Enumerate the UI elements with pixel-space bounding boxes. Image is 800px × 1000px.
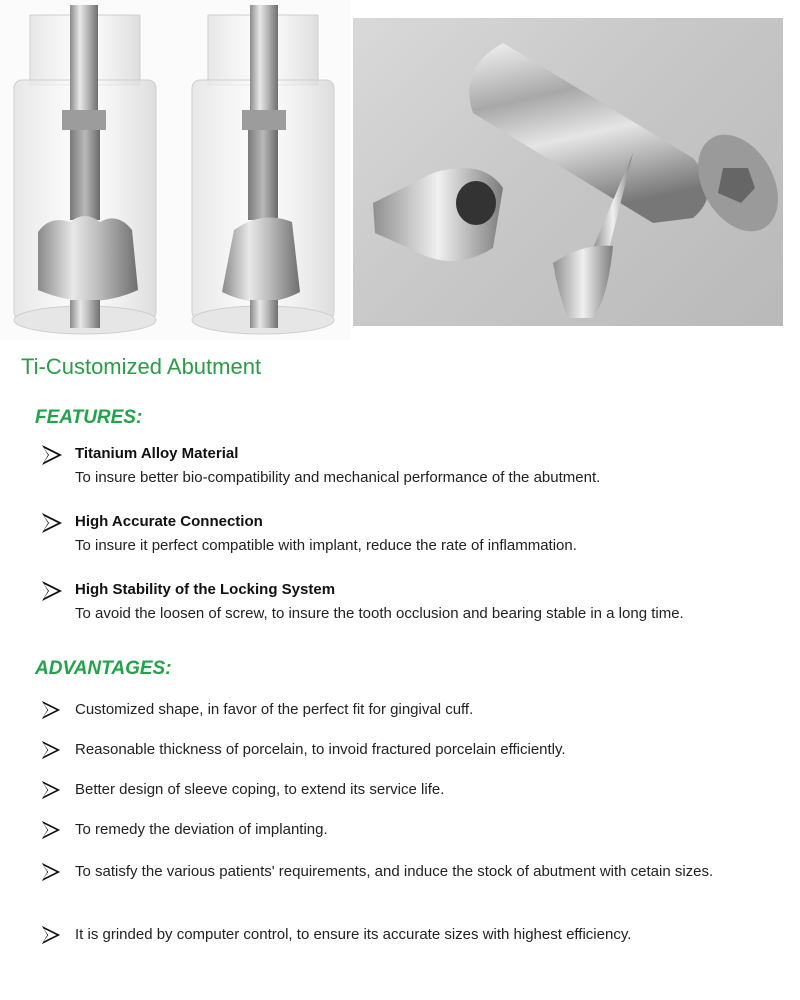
advantage-text: Reasonable thickness of porcelain, to invoid fractured porcelain efficiently. [75,741,566,758]
feature-title: High Accurate Connection [75,513,263,530]
arrow-bullet-icon [40,579,64,603]
arrow-bullet-icon [40,511,64,535]
feature-description: To insure better bio-compatibility and mechanical performance of the abutment. [75,469,601,486]
abutment-cross-section-image [0,0,350,340]
advantages-heading: ADVANTAGES: [35,658,172,679]
advantage-text: It is grinded by computer control, to ensure its accurate sizes with highest efficiency. [75,926,632,943]
advantage-text: Customized shape, in favor of the perfect fit for gingival cuff. [75,701,474,718]
arrow-bullet-icon [40,819,62,841]
advantage-text: To satisfy the various patients' requirements, and induce the stock of abutment with cetain sizes. [75,863,714,880]
features-heading: FEATURES: [35,407,143,428]
arrow-bullet-icon [40,699,62,721]
advantage-text: Better design of sleeve coping, to extend its service life. [75,781,445,798]
feature-description: To insure it perfect compatible with implant, reduce the rate of inflammation. [75,537,577,554]
arrow-bullet-icon [40,779,62,801]
crown-abutment-model [14,5,156,334]
abutment-model [192,5,334,334]
advantage-text: To remedy the deviation of implanting. [75,821,328,838]
feature-title: Titanium Alloy Material [75,445,239,462]
arrow-bullet-icon [40,861,62,883]
arrow-bullet-icon [40,443,64,467]
arrow-bullet-icon [40,924,62,946]
feature-title: High Stability of the Locking System [75,581,336,598]
titanium-cylinder-blank [469,43,783,246]
arrow-bullet-icon [40,739,62,761]
product-title: Ti-Customized Abutment [21,354,262,379]
titanium-blank-photo [353,18,783,326]
feature-description: To avoid the loosen of screw, to insure the tooth occlusion and bearing stable in a long time. [75,605,684,622]
milled-abutment-part [373,168,503,261]
